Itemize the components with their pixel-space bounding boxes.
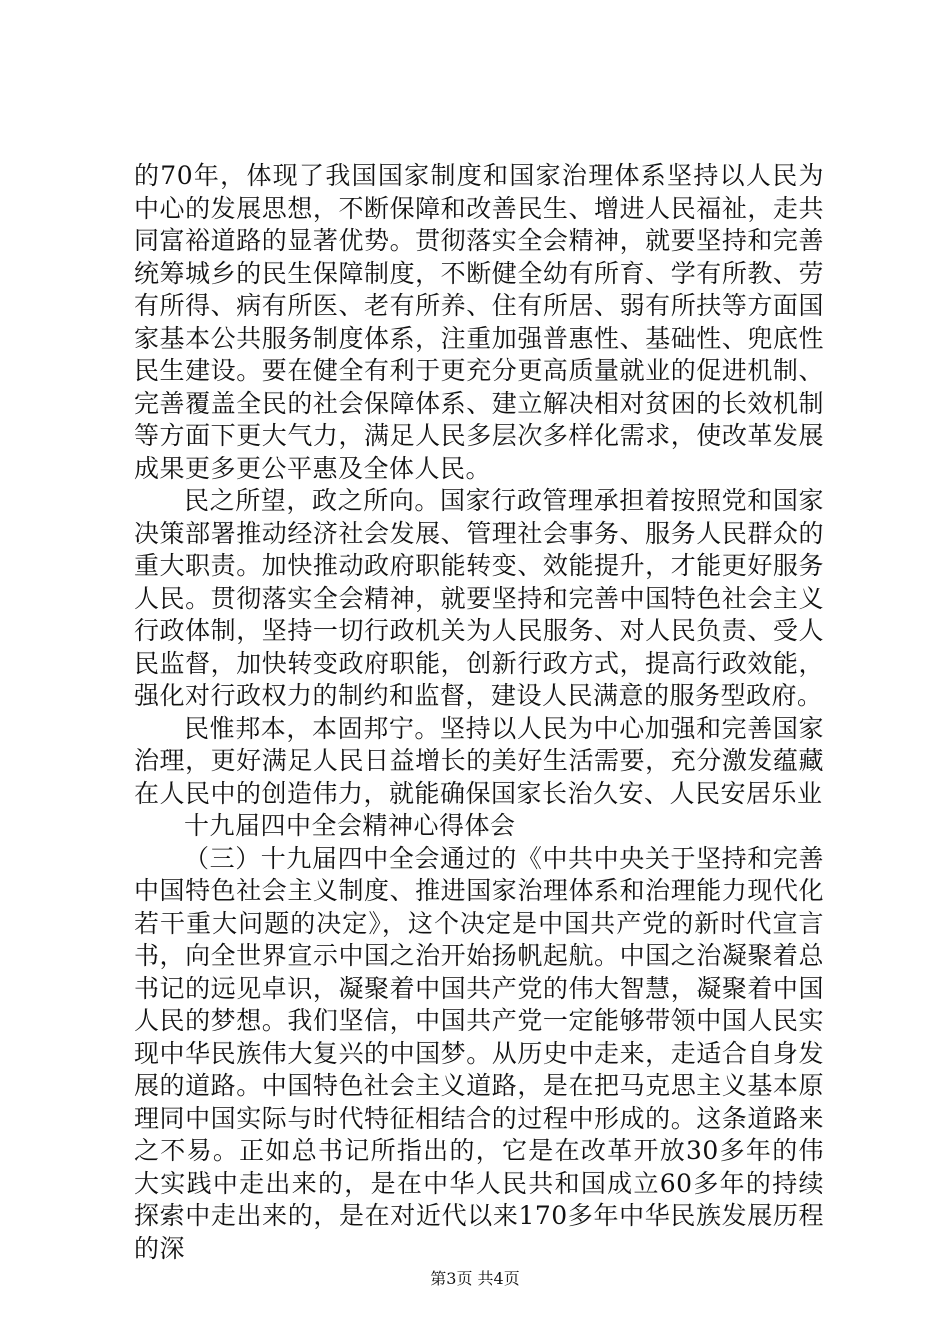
document-body bbox=[134, 160, 824, 1265]
paragraph-administration: 民之所望，政之所向。国家行政管理承担着按照党和国家决策部署推动经济社会发展、管理社会事务、服务人民群众的重大职责。加快推动政府职能转变、效能提升，才能更好服务人民。贯彻落实全会精神，就要坚持和完善中国特色社会主义行政体制，坚持一切行政机关为人民服务、对人民负责、受人民监督，加快转变政府职能，创新行政方式，提高行政效能，强化对行政权力的制约和监督，建设人民满意的服务型政府。 bbox=[134, 486, 824, 710]
paragraph-section-three: （三）十九届四中全会通过的《中共中央关于坚持和完善中国特色社会主义制度、推进国家治理体系和治理能力现代化若干重大问题的决定》，这个决定是中国共产党的新时代宣言书，向全世界宣示中国之治开始扬帆起航。中国之治凝聚着总书记的远见卓识，凝聚着中国共产党的伟大智慧，凝聚着中国人民的梦想。我们坚信，中国共产党一定能够带领中国人民实现中华民族伟大复兴的中国梦。从历史中走来，走适合自身发展的道路。中国特色社会主义道路，是在把马克思主义基本原理同中国实际与时代特征相结合的过程中形成的。这条道路来之不易。正如总书记所指出的，它是在改革开放30多年的伟大实践中走出来的，是在中华人民共和国成立60多年的持续探索中走出来的，是在对近代以来170多年中华民族发展历程的深 bbox=[134, 843, 824, 1263]
page-footer bbox=[0, 1266, 950, 1289]
page-number-label: 第3页 共4页 bbox=[430, 1269, 520, 1288]
paragraph-continuation: 的70年，体现了我国国家制度和国家治理体系坚持以人民为中心的发展思想，不断保障和改善民生、增进人民福祉，走共同富裕道路的显著优势。贯彻落实全会精神，就要坚持和完善统筹城乡的民生保障制度，不断健全幼有所育、学有所教、劳有所得、病有所医、老有所养、住有所居、弱有所扶等方面国家基本公共服务制度体系，注重加强普惠性、基础性、兜底性民生建设。要在健全有利于更充分更高质量就业的促进机制、完善覆盖全民的社会保障体系、建立解决相对贫困的长效机制等方面下更大气力，满足人民多层次多样化需求，使改革发展成果更多更公平惠及全体人民。 bbox=[134, 161, 824, 483]
paragraph-people-foundation: 民惟邦本，本固邦宁。坚持以人民为中心加强和完善国家治理，更好满足人民日益增长的美好生活需要，充分激发蕴藏在人民中的创造伟力，就能确保国家长治久安、人民安居乐业 bbox=[134, 713, 824, 808]
section-heading: 十九届四中全会精神心得体会 bbox=[184, 811, 516, 840]
